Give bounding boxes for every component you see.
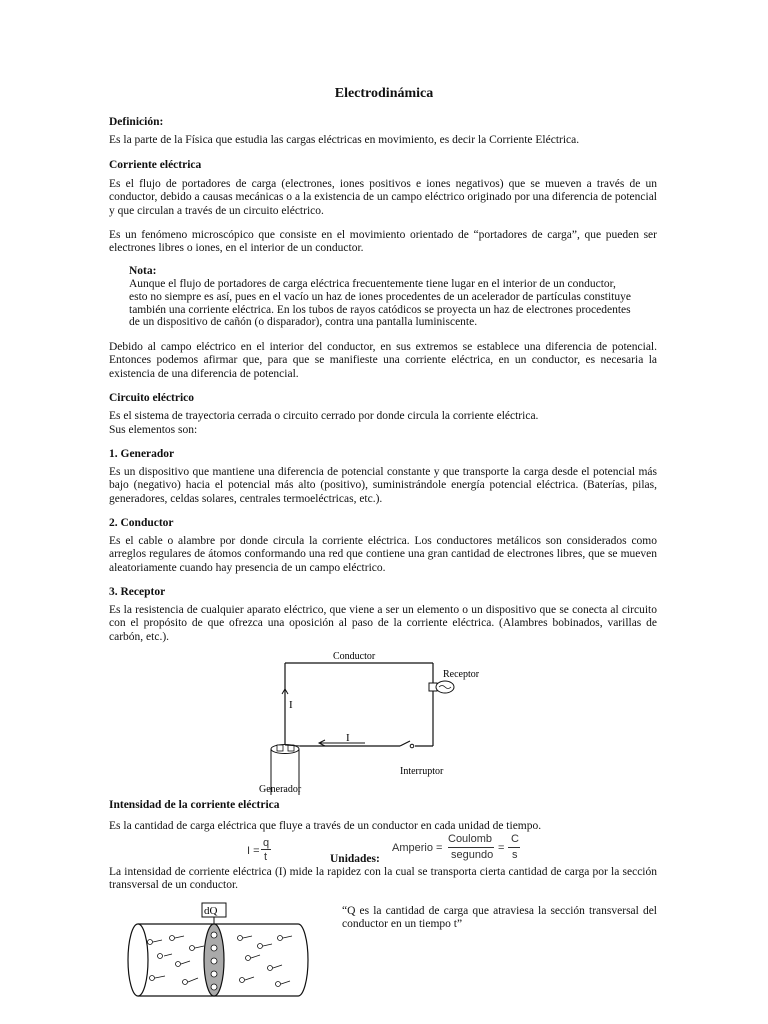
circuito-heading: Circuito eléctrico (109, 392, 195, 404)
circuito-line-2: Sus elementos son: (109, 424, 198, 436)
intensidad-text: Es la cantidad de carga eléctrica que fluye a través de un conductor en cada unidad de tiempo. (109, 820, 542, 832)
formula-numerator: q (263, 837, 270, 849)
formula-coulomb: Coulomb (448, 833, 493, 845)
label-receptor: Receptor (443, 669, 480, 680)
nota-line: también una corriente eléctrica. En los tubos de rayos catódicos se proyecta un haz de electrones procedentes (129, 303, 631, 316)
corriente-paragraph-1: Es el flujo de portadores de carga (electrones, iones positivos e iones negativos) que se mueven a través de un conductor, debido a causas mecánicas o a la existencia de un campo eléctrico originado por una diferencia de potencial y que circulan a través de un circuito eléctrico. (109, 178, 657, 217)
tube-left-end (128, 924, 148, 996)
definicion-text: Es la parte de la Física que estudia las cargas eléctricas en movimiento, es decir la Corriente Eléctrica. (109, 134, 580, 146)
generador-heading: 1. Generador (109, 448, 175, 460)
label-current-vertical: I (289, 699, 293, 711)
unidades-label: Unidades: (330, 853, 380, 865)
corriente-heading: Corriente eléctrica (109, 159, 202, 171)
switch-lever (400, 741, 410, 746)
definicion-heading: Definición: (109, 116, 164, 128)
circuit-diagram (240, 645, 500, 800)
label-current-horizontal: I (346, 732, 350, 744)
conductor-heading: 2. Conductor (109, 517, 174, 529)
nota-line: de un dispositivo de cañón (o disparador), contra una pantalla luminiscente. (129, 316, 478, 329)
receptor-heading: 3. Receptor (109, 586, 166, 598)
formula-amperio-label: Amperio = (392, 842, 443, 854)
formula-segundo: segundo (451, 849, 494, 861)
intensidad-text-2: La intensidad de corriente eléctrica (I) mide la rapidez con la cual se transporta cierta cantidad de carga por la sección transversal de un conductor. (109, 866, 657, 892)
label-generador: Generador (259, 784, 302, 795)
nota-body (129, 278, 637, 329)
label-interruptor: Interruptor (400, 766, 444, 777)
formula-lhs: I = (247, 845, 260, 857)
receptor-text: Es la resistencia de cualquier aparato eléctrico, que viene a ser un elemento o un dispositivo que se conecta al circuito con el propósito de que ofrezca una oposición al paso de la corriente eléctrica. (Alambres bobinados, varillas de carbón, etc.). (109, 604, 657, 643)
formula-c: C (511, 833, 519, 845)
formula-amperio: Amperio = Coulomb segundo = C s (392, 833, 519, 861)
quote-text: “Q es la cantidad de carga que atraviesa la sección transversal del conductor en un tiempo t” (342, 905, 657, 931)
nota-line: Aunque el flujo de portadores de carga eléctrica frecuentemente tiene lugar en el interior de un conductor, (129, 278, 616, 290)
dq-label: dQ (204, 905, 218, 917)
conductor-text: Es el cable o alambre por donde circula la corriente eléctrica. Los conductores metálicos son considerados como arreglos regulares de átomos conformando una red que contiene una gran cantidad de electrones libres, que se mueven aleatoriamente cuando hay presencia de un campo eléctrico. (109, 535, 657, 574)
corriente-paragraph-3: Debido al campo eléctrico en el interior del conductor, en sus extremos se establece una diferencia de potencial. Entonces podemos afirmar que, para que se manifieste una corriente eléctrica, en un conductor, es necesaria la existencia de una diferencia de potencial. (109, 341, 657, 380)
formula-denominator: t (264, 851, 268, 863)
formula-s: s (512, 849, 518, 861)
formula-intensity (247, 837, 307, 867)
corriente-paragraph-2: Es un fenómeno microscópico que consiste en el movimiento orientado de “portadores de carga”, que pueden ser electrones libres o iones, en el interior de un conductor. (109, 229, 657, 255)
nota-heading: Nota: (129, 265, 157, 277)
receptor-bulb (429, 681, 454, 693)
switch-contact (410, 744, 414, 748)
intensidad-heading: Intensidad de la corriente eléctrica (109, 799, 280, 811)
generador-text: Es un dispositivo que mantiene una diferencia de potencial constante y que transporte la carga desde el potencial más bajo (negativo) hacia el potencial más alto (positivo), suministrándole energía potencial eléctrica. (Baterías, pilas, generadores, celdas solares, centrales termoeléctricas, etc.). (109, 466, 657, 505)
tube-right-end (298, 924, 308, 996)
label-conductor: Conductor (333, 651, 376, 662)
nota-line: esto no siempre es así, pues en el vacío un haz de iones procedentes de un acelerador de partículas constituye (129, 290, 631, 303)
conductor-cross-section-diagram (120, 898, 316, 1020)
page-title: Electrodinámica (334, 86, 434, 101)
circuito-line-1: Es el sistema de trayectoria cerrada o circuito cerrado por donde circula la corriente eléctrica. (109, 410, 539, 422)
